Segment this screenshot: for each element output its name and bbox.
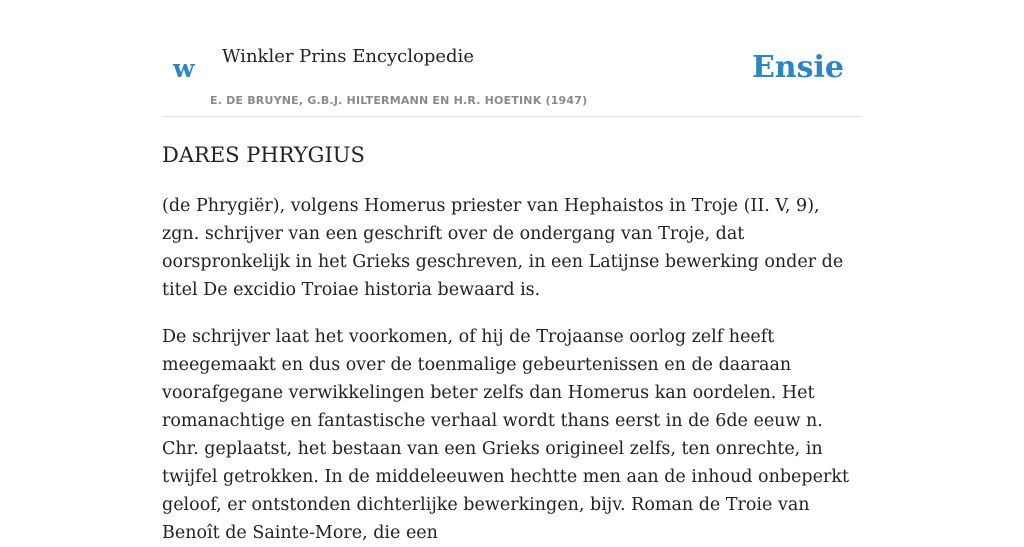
authors-line: E. DE BRUYNE, G.B.J. HILTERMANN EN H.R. HOETINK (1947): [210, 94, 588, 107]
article: [162, 140, 862, 547]
brand-logo[interactable]: Ensie: [751, 50, 844, 85]
site-logo-icon[interactable]: w: [173, 54, 195, 83]
article-paragraph: (de Phrygiër), volgens Homerus priester van Hephaistos in Troje (II. V, 9), zgn. schrijver van een geschrift over de ondergang van Troje, dat oorspronkelijk in het Grieks geschreven, in een Latijnse bewerking onder de titel De excidio Troiae historia bewaard is.: [162, 196, 844, 300]
site-title-link[interactable]: Winkler Prins Encyclopedie: [222, 46, 474, 67]
site-header: [162, 0, 862, 117]
article-paragraph: De schrijver laat het voorkomen, of hij de Trojaanse oorlog zelf heeft meegemaakt en dus over de toenmalige gebeurtenissen en de daaraan voorafgegane verwikkelingen beter zelfs dan Homerus kan oordelen. Het romanachtige en fantastische verhaal wordt thans eerst in de 6de eeuw n. Chr. geplaatst, het bestaan van een Grieks origineel zelfs, ten onrechte, in twijfel getrokken. In de middeleeuwen hechtte men aan de inhoud onbeperkt geloof, er ontstonden dichterlijke bewerkingen, bijv. Roman de Troie van Benoît de Sainte-More, die een: [162, 327, 849, 543]
entry-title: DARES PHRYGIUS: [162, 143, 365, 167]
